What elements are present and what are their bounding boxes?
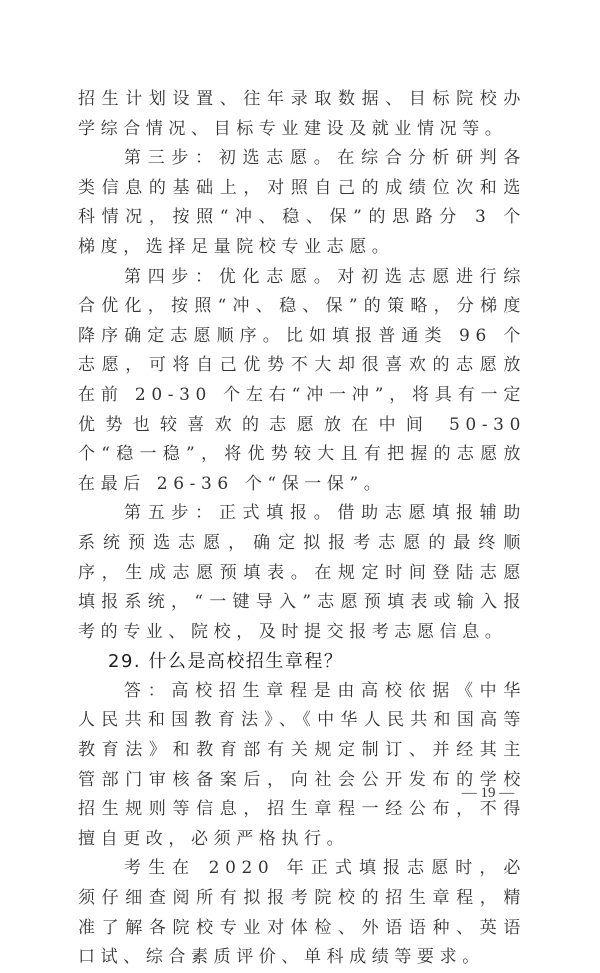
paragraph-step-3: 第三步：初选志愿。在综合分析研判各类信息的基础上，对照自己的成绩位次和选科情况，按照“冲、稳、保”的思路分 3 个梯度，选择足量院校专业志愿。 (78, 148, 526, 257)
paragraph-answer: 答：高校招生章程是由高校依据《中华人民共和国教育法》、《中华人民共和国高等教育法》和教育部有关规定制订、并经其主管部门审核备案后，向社会公开发布的学校招生规则等信息，招生章程一经公布，不得擅自更改，必须严格执行。 (78, 680, 526, 849)
page-number: — 19 — (461, 785, 515, 801)
section-heading: 29. 什么是高校招生章程？ (108, 651, 344, 673)
paragraph-continuation: 招生计划设置、往年录取数据、目标院校办学综合情况、目标专业建设及就业情况等。 (78, 89, 526, 139)
paragraph-step-5: 第五步：正式填报。借助志愿填报辅助系统预选志愿，确定拟报考志愿的最终顺序，生成志愿预填表。在规定时间登陆志愿填报系统，“一键导入”志愿预填表或输入报考的专业、院校，及时提交报考志愿信息。 (78, 503, 526, 642)
paragraph-advice: 考生在 2020 年正式填报志愿时，必须仔细查阅所有拟报考院校的招生章程，精准了解各院校专业对体检、外语语种、英语口试、综合素质评价、单科成绩等要求。 (78, 858, 526, 968)
page-content (78, 85, 526, 973)
paragraph-step-4: 第四步：优化志愿。对初选志愿进行综合优化，按照“冲、稳、保”的策略，分梯度降序确定志愿顺序。比如填报普通类 96 个志愿，可将自己优势不大却很喜欢的志愿放在前 20-30 个左右“冲一冲”，将具有一定优势也较喜欢的志愿放在中间 50-30 个“稳一稳”，将优势较大且有把握的志愿放在最后 26-36 个“保一保”。 (78, 266, 526, 494)
